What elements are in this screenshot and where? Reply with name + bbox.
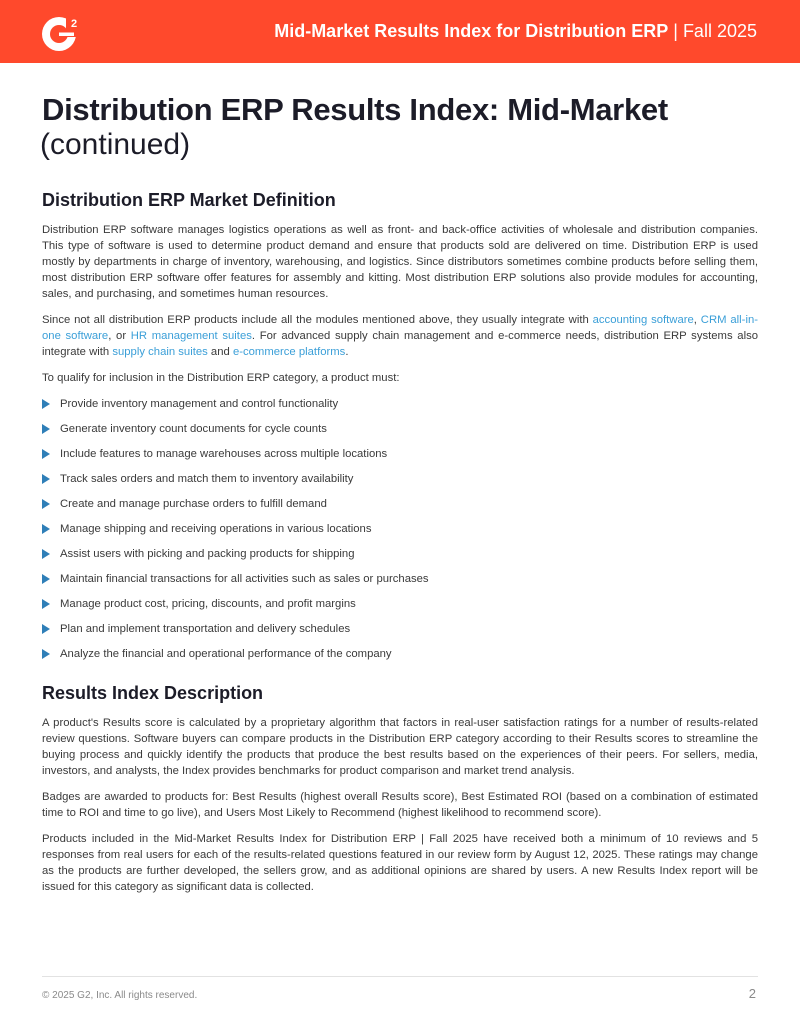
bullet-triangle-icon xyxy=(42,424,50,434)
header-title-main: Mid-Market Results Index for Distribution ERP xyxy=(274,21,669,41)
criteria-text: Assist users with picking and packing products for shipping xyxy=(60,548,355,560)
criteria-item xyxy=(42,446,758,471)
integration-text-6: . xyxy=(345,346,349,358)
results-index-heading: Results Index Description xyxy=(42,683,264,703)
bullet-triangle-icon xyxy=(42,624,50,634)
results-section xyxy=(42,681,758,895)
criteria-item xyxy=(42,396,758,421)
criteria-item xyxy=(42,646,758,671)
page-number: 2 xyxy=(748,986,756,1001)
criteria-item xyxy=(42,521,758,546)
criteria-text: Manage product cost, pricing, discounts, and profit margins xyxy=(60,598,356,610)
bullet-triangle-icon xyxy=(42,449,50,459)
page-title: Distribution ERP Results Index: Mid-Market xyxy=(42,92,668,127)
criteria-item xyxy=(42,621,758,646)
page-subtitle: (continued) xyxy=(40,128,191,161)
market-definition-paragraph: Distribution ERP software manages logistics operations as well as front- and back-office activities of wholesale and distribution companies. This type of software is used to determine product demand and ensure that products sold are delivered on time. Distribution ERP is used mostly by departments in charge of inventory, warehousing, and logistics. Since distributors sometimes combine products before selling them, most distribution ERP software offer features for assembly and kitting. Most distribution ERP solutions also provide modules for accounting, sales, and purchasing, and sometimes human resources. xyxy=(42,224,758,300)
criteria-item xyxy=(42,471,758,496)
market-definition-heading: Distribution ERP Market Definition xyxy=(42,190,336,210)
bullet-triangle-icon xyxy=(42,599,50,609)
e-commerce-platforms-link[interactable]: e-commerce platforms xyxy=(232,346,346,358)
header-separator: | xyxy=(668,21,683,41)
integration-paragraph xyxy=(42,312,758,360)
results-paragraph-2: Badges are awarded to products for: Best Results (highest overall Results score), Best Estimated ROI (based on a combination of estimated time to ROI and time to go live), and Users Most Likely to Recommend (highest likelihood to recommend score). xyxy=(42,791,758,819)
integration-text-4: . For advanced supply chain management and e-commerce needs, distribution ERP systems also integrate with xyxy=(42,330,759,358)
footer-copyright: © 2025 G2, Inc. All rights reserved. xyxy=(42,990,198,1001)
header-title xyxy=(274,20,757,42)
criteria-list xyxy=(42,396,758,671)
supply-chain-suites-link[interactable]: supply chain suites xyxy=(112,346,208,358)
criteria-text: Manage shipping and receiving operations in various locations xyxy=(60,523,372,535)
bullet-triangle-icon xyxy=(42,499,50,509)
hr-management-suites-link[interactable]: HR management suites xyxy=(130,330,252,342)
criteria-text: Provide inventory management and control functionality xyxy=(60,398,339,410)
criteria-item xyxy=(42,571,758,596)
results-paragraph-1: A product's Results score is calculated by a proprietary algorithm that factors in real-user satisfaction ratings for a number of results-related review questions. Software buyers can compare products in the Distribution ERP category according to their Results scores to streamline the buying process and quickly identify the products that produce the best results based on the experiences of their peers. For sellers, media, investors, and analysts, the Index provides benchmarks for product comparison and market trend analysis. xyxy=(42,717,758,777)
bullet-triangle-icon xyxy=(42,524,50,534)
qualify-intro: To qualify for inclusion in the Distribution ERP category, a product must: xyxy=(42,372,400,384)
integration-text-2: , xyxy=(693,314,701,326)
criteria-text: Generate inventory count documents for cycle counts xyxy=(60,423,327,435)
criteria-text: Maintain financial transactions for all activities such as sales or purchases xyxy=(60,573,429,585)
criteria-text: Track sales orders and match them to inventory availability xyxy=(60,473,354,485)
footer-divider xyxy=(42,976,758,977)
bullet-triangle-icon xyxy=(42,549,50,559)
bullet-triangle-icon xyxy=(42,574,50,584)
crm-all-in-one-link[interactable]: CRM all-in-one software xyxy=(42,314,758,342)
criteria-text: Analyze the financial and operational performance of the company xyxy=(60,648,392,660)
integration-text-5: and xyxy=(207,346,233,358)
g2-logo-icon xyxy=(40,12,82,52)
criteria-text: Create and manage purchase orders to fulfill demand xyxy=(60,498,327,510)
bullet-triangle-icon xyxy=(42,399,50,409)
integration-text-1: Since not all distribution ERP products include all the modules mentioned above, they usually integrate with xyxy=(42,314,593,326)
main-content xyxy=(42,188,758,905)
criteria-text: Include features to manage warehouses across multiple locations xyxy=(60,448,388,460)
svg-text:2: 2 xyxy=(70,18,78,30)
criteria-item xyxy=(42,421,758,446)
page-header xyxy=(0,0,800,63)
results-paragraph-3: Products included in the Mid-Market Results Index for Distribution ERP | Fall 2025 have received both a minimum of 10 reviews and 5 responses from real users for each of the results-related questions featured in our review form by August 12, 2025. These ratings may change as the products are further developed, the sellers grow, and as additional opinions are shared by users. A new Results Index report will be issued for this category as significant data is collected. xyxy=(42,833,758,893)
bullet-triangle-icon xyxy=(42,649,50,659)
criteria-item xyxy=(42,596,758,621)
criteria-text: Plan and implement transportation and delivery schedules xyxy=(60,623,351,635)
criteria-item xyxy=(42,546,758,571)
criteria-item xyxy=(42,496,758,521)
integration-text-3: , or xyxy=(108,330,131,342)
accounting-software-link[interactable]: accounting software xyxy=(592,314,694,326)
bullet-triangle-icon xyxy=(42,474,50,484)
header-title-season: Fall 2025 xyxy=(682,21,757,41)
